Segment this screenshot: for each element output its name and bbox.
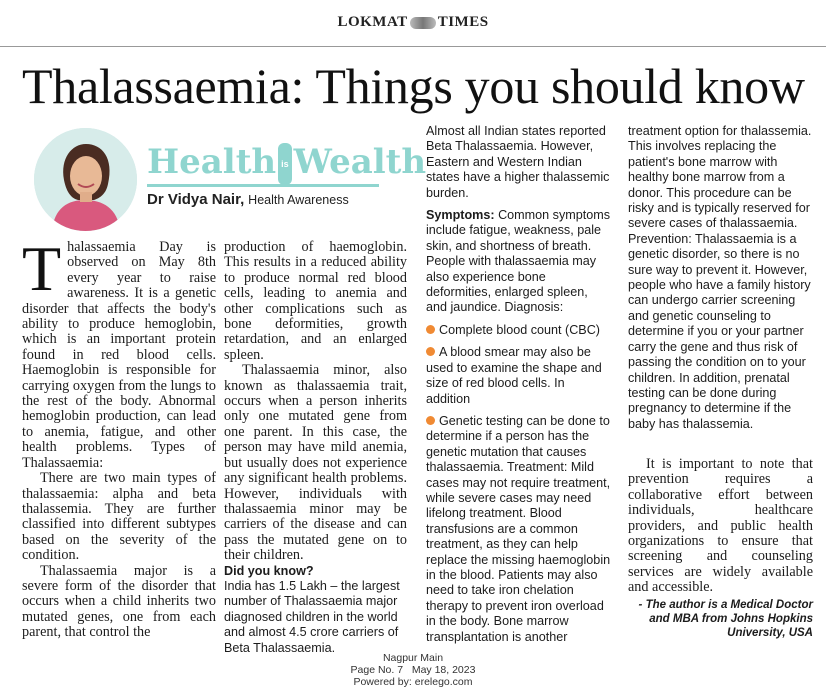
logo-underline — [147, 184, 379, 187]
article-column-2 — [224, 240, 407, 656]
paragraph: Almost all Indian states reported Beta Thalassaemia. However, Eastern and Western Indian states have a higher thalassemic burden. — [426, 124, 610, 200]
article-column-4-conclusion — [628, 457, 813, 640]
paragraph: There are two main types of thalassaemia: alpha and beta thalassemia. They are further classified into different subtypes based on the severity of the condition. — [22, 470, 216, 564]
paragraph: Thalassaemia major is a severe form of the disorder that occurs when a child inherits two mutated genes, one from each parent, that control the — [22, 562, 216, 641]
article-column-4 — [628, 124, 813, 432]
list-item — [426, 414, 611, 645]
author-photo — [34, 128, 137, 231]
article-column-1 — [22, 233, 216, 641]
paragraph: Thalassaemia minor, also known as thalassaemia trait, occurs when a person inherits only one mutated gene from one parent. In this case, the person may have mild anemia, but usually does not experience any significant health problems. However, individuals with thalassaemia minor may be carriers of the disease and can pass the mutated gene on to their children. — [224, 362, 407, 564]
byline — [147, 191, 349, 208]
masthead-left: LOKMAT — [337, 14, 408, 30]
logo-word-health: Health — [147, 142, 277, 182]
logo-word-wealth: Wealth — [293, 142, 427, 182]
masthead-right: TIMES — [437, 14, 489, 30]
did-you-know-text: India has 1.5 Lakh – the largest number of Thalassaemia major diagnosed children in the world and almost 4.5 crore carriers of Beta Thalassaemia. — [224, 578, 400, 655]
paragraph — [22, 233, 216, 471]
column-logo — [147, 142, 426, 185]
author-tag: Health Awareness — [248, 193, 349, 207]
author-signoff: - The author is a Medical Doctor and MBA from Johns Hopkins University, USA — [638, 598, 813, 639]
footer-page-date — [0, 664, 826, 676]
bullet-icon — [426, 325, 435, 334]
drop-cap: T — [22, 233, 62, 304]
newspaper-masthead — [0, 14, 826, 31]
bullet-icon — [426, 416, 435, 425]
page-footer — [0, 652, 826, 688]
paragraph: treatment option for thalassemia. This involves replacing the patient's bone marrow with healthy bone marrow from a donor. This procedure can be risky and is typically reserved for severe cases of thalassaemia. Prevention: Thalassaemia is a genetic disorder, so there is no sure way to prevent it. However, people who have a family history can undergo carrier screening and genetic counseling to determine if you or your partner carry the gene and thus risk of passing the condition on to your children. In addition, prenatal testing can be done during pregnancy to determine if the baby has thalassemia. — [628, 124, 812, 431]
logo-word-is: is — [278, 143, 292, 185]
list-item-text: A blood smear may also be used to examine the shape and size of red blood cells. In addition — [426, 345, 602, 406]
masthead-divider — [0, 46, 826, 47]
footer-powered: Powered by: erelego.com — [353, 676, 473, 688]
article-headline: Thalassaemia: Things you should know — [22, 58, 805, 114]
emblem-icon — [410, 17, 436, 29]
list-item — [426, 323, 611, 338]
did-you-know-box — [224, 564, 407, 656]
list-item-text: Genetic testing can be done to determine if a person has the genetic mutation that causes thalassaemia. Treatment: Mild cases may not require treatment, while severe cases may need lifelong treatment. Blood transfusions are a common treatment, as they can help replace the missing haemoglobin in the blood. Patients may also need to take iron chelation therapy to prevent iron overload in the body. Bone marrow transplantation is another — [426, 413, 611, 644]
symptoms-text: Common symptoms include fatigue, weakness, pale skin, and shortness of breath. People with thalassaemia may also experience bone deformities, enlarged spleen, and jaundice. Diagnosis: — [426, 208, 611, 315]
symptoms-label: Symptoms: — [426, 208, 495, 223]
did-you-know-heading: Did you know? — [224, 563, 314, 578]
paragraph: It is important to note that prevention requires a collaborative effort between individuals, healthcare providers, and public health organizations to ensure that screening and counseling services are widely available and accessible. — [628, 456, 813, 596]
paragraph — [426, 208, 611, 316]
article-column-3 — [426, 124, 611, 645]
list-item — [426, 345, 611, 407]
author-portrait-icon — [34, 128, 137, 231]
paragraph: production of haemoglobin. This results in a reduced ability to produce normal red blood cells, leading to anemia and other complications such as bone deformities, growth retardation, and an enlarged spleen. — [224, 239, 407, 363]
list-item-text: Complete blood count (CBC) — [439, 322, 600, 337]
bullet-icon — [426, 347, 435, 356]
footer-date: May 18, 2023 — [411, 664, 476, 676]
paragraph-text: halassaemia Day is observed on May 8th every year to raise awareness. It is a genetic disorder that affects the body's ability to produce hemoglobin, which is an important protein found in red blood cells. Haemoglobin is responsible for carrying oxygen from the lungs to the rest of the body. Abnormal hemoglobin production, can lead to anemia, fatigue, and other health problems. Types of Thalassaemia: — [22, 239, 216, 471]
footer-edition: Nagpur Main — [382, 652, 444, 664]
footer-page: Page No. 7 — [350, 664, 404, 676]
author-name: Dr Vidya Nair, — [147, 191, 245, 208]
